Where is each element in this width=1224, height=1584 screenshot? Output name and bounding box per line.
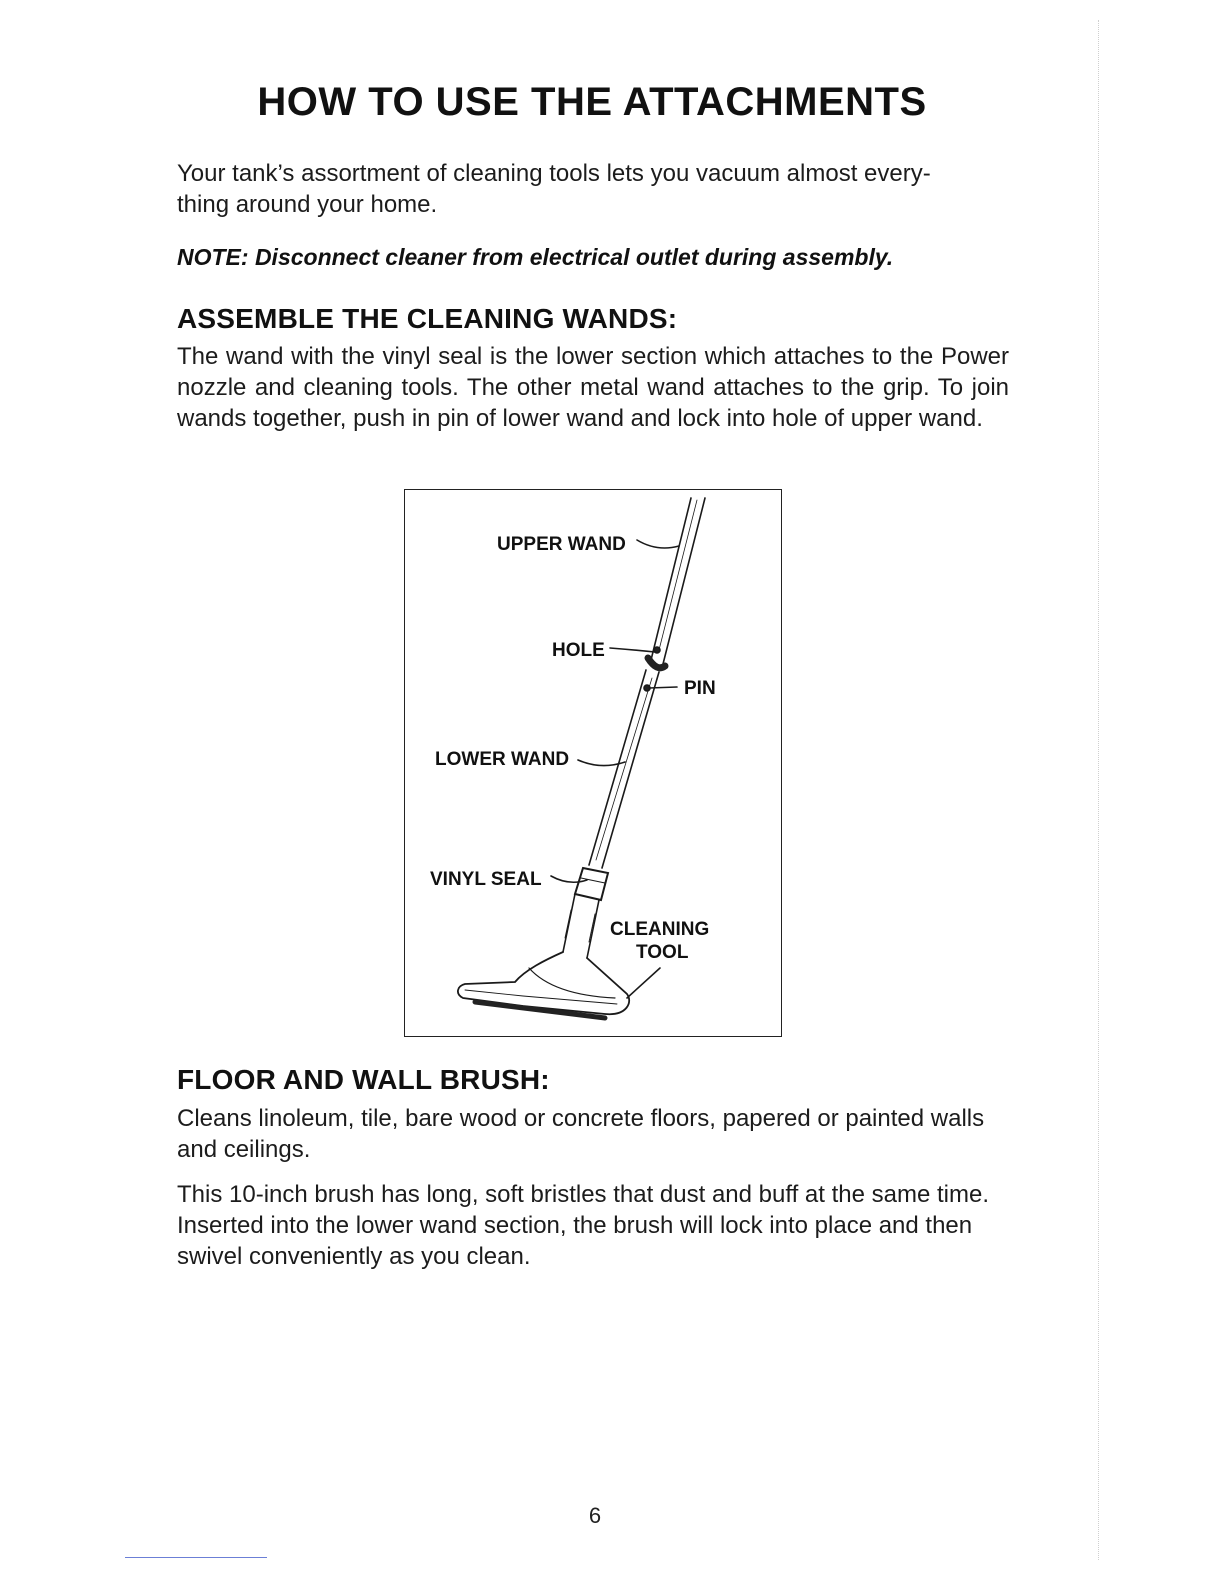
vinyl-seal-shape: [575, 868, 608, 900]
assembly-note: NOTE: Disconnect cleaner from electrical outlet during assembly.: [177, 244, 894, 270]
intro-paragraph: [177, 158, 1009, 220]
intro-line-1: Your tank’s assortment of cleaning tools lets you vacuum almost every-: [177, 160, 931, 187]
floor-brush-paragraph-2: This 10-inch brush has long, soft bristles that dust and buff at the same time. Inserted into the lower wand section, the brush will lock into place and then swivel conveniently as you clean.: [177, 1181, 989, 1270]
page-title: HOW TO USE THE ATTACHMENTS: [257, 80, 927, 124]
page-number: 6: [588, 1503, 602, 1528]
label-vinyl-seal: VINYL SEAL: [430, 869, 542, 890]
leader-lower-wand: [578, 760, 625, 766]
leader-vinyl-seal: [551, 876, 587, 882]
floor-brush-paragraph-1: Cleans linoleum, tile, bare wood or concrete floors, papered or painted walls and ceilings.: [177, 1105, 985, 1163]
label-hole: HOLE: [552, 640, 605, 661]
leader-cleaning-tool: [627, 968, 660, 998]
label-tool: TOOL: [636, 942, 689, 963]
wand-assembly-diagram: [404, 489, 782, 1037]
scan-edge-line: [1098, 20, 1099, 1560]
leader-pin: [649, 687, 677, 688]
floor-wall-brush-heading: FLOOR AND WALL BRUSH:: [177, 1064, 550, 1095]
assemble-wands-text: The wand with the vinyl seal is the lower section which attaches to the Power nozzle and cleaning tools. The other metal wand attaches to the grip. To join wands together, push in pin of lower wand and lock into hole of upper wand.: [177, 343, 1009, 432]
label-pin: PIN: [684, 678, 716, 699]
footer-rule: [125, 1557, 267, 1558]
label-cleaning: CLEANING: [610, 919, 710, 940]
tool-head-base: [475, 1002, 605, 1018]
label-lower-wand: LOWER WAND: [435, 749, 570, 770]
upper-wand-edge-right: [663, 498, 705, 664]
leader-upper-wand: [637, 540, 679, 548]
wand-joint-ring: [648, 658, 665, 668]
label-upper-wand: UPPER WAND: [497, 534, 626, 555]
tool-neck: [563, 894, 599, 958]
intro-line-2: thing around your home.: [177, 191, 438, 218]
lower-wand-edge-left: [589, 670, 646, 865]
assemble-wands-heading: ASSEMBLE THE CLEANING WANDS:: [177, 303, 678, 334]
lower-wand-highlight: [596, 678, 652, 860]
leader-hole: [610, 648, 655, 652]
upper-wand-highlight: [659, 500, 697, 650]
lower-wand-edge-right: [602, 672, 659, 868]
